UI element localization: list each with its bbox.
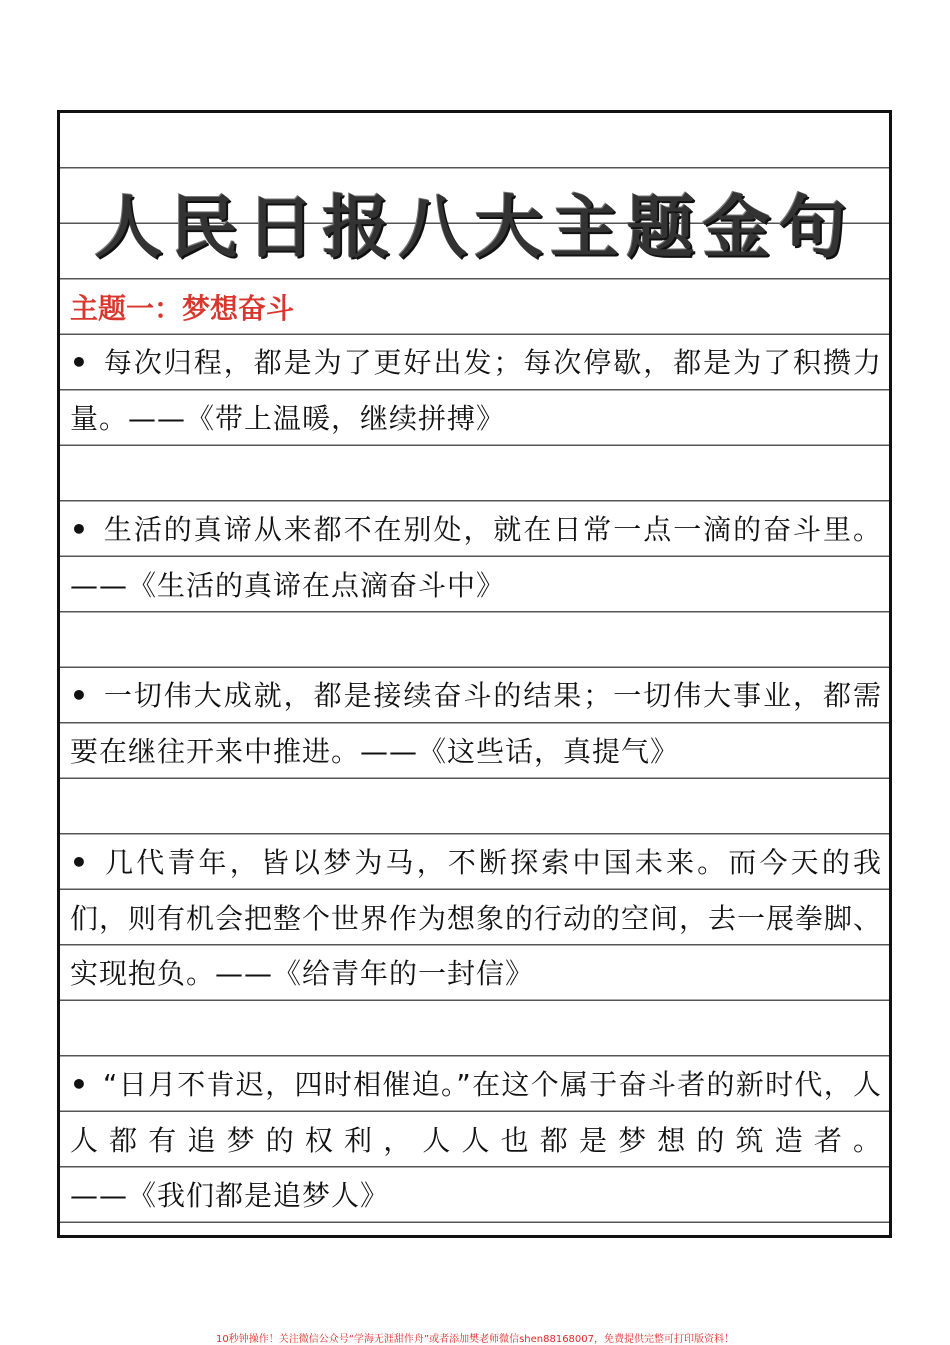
quote-item-4 — [70, 835, 882, 1002]
quote-item-2 — [70, 502, 882, 613]
quote-item-5 — [70, 1057, 882, 1224]
bullet: • — [70, 679, 89, 712]
bullet: • — [70, 1068, 89, 1101]
page-title: 人民日报八大主题金句 — [94, 188, 855, 268]
quote-source: ——《这些话，真提气》 — [360, 734, 680, 768]
bullet: • — [70, 346, 89, 379]
bullet: • — [70, 846, 89, 879]
quote-item-1 — [70, 335, 882, 446]
quote-text: 每次归程，都是为了更好出发；每次停歇，都是为了积攒力量。 — [70, 346, 882, 435]
quote-text: 几代青年，皆以梦为马，不断探索中国未来。而今天的我们，则有机会把整个世界作为想象的行动的空间，去一展拳脚、实现抱负。 — [70, 846, 883, 990]
quote-text: 生活的真谛从来都不在别处，就在日常一点一滴的奋斗里。 — [102, 513, 882, 546]
bullet: • — [70, 513, 89, 546]
quote-text: “日月不肯迟，四时相催迫。”在这个属于奋斗者的新时代，人人都有追梦的权利，人人也都是梦想的筑造者。 — [70, 1068, 882, 1157]
lined-paper-sheet — [57, 110, 892, 1238]
quote-text: 一切伟大成就，都是接续奋斗的结果；一切伟大事业，都需要在继往开来中推进。 — [70, 679, 882, 768]
quote-item-3 — [70, 668, 882, 779]
quote-source: ——《生活的真谛在点滴奋斗中》 — [70, 568, 506, 602]
theme-heading: 主题一：梦想奋斗 — [70, 291, 295, 325]
quote-source: ——《带上温暖，继续拼搏》 — [128, 401, 506, 435]
quote-source: ——《给青年的一封信》 — [215, 957, 535, 990]
footer-notice: 10秒钟操作！关注微信公众号“学海无涯甜作舟”或者添加樊老师微信shen88168007，免费提供完整可打印版资料！ — [215, 1334, 735, 1345]
quote-source: ——《我们都是追梦人》 — [70, 1179, 390, 1212]
